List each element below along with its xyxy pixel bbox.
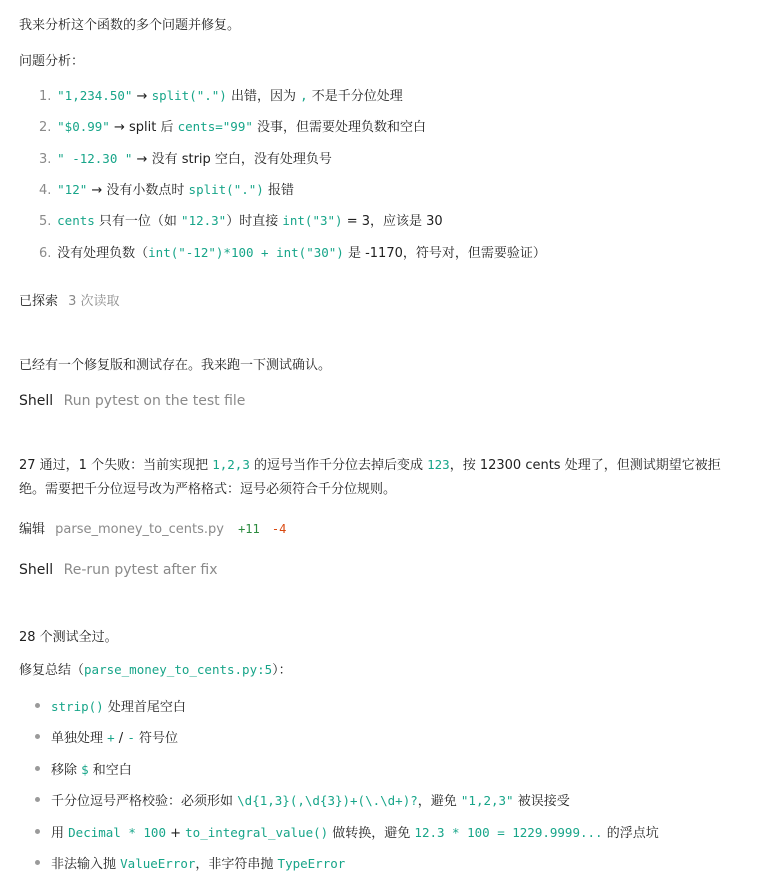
code-span: ValueError — [120, 856, 196, 871]
bullet-dot — [35, 797, 40, 802]
text-span: 移除 — [51, 763, 82, 778]
code-span: Decimal * 100 — [68, 825, 166, 840]
code-span: + — [107, 730, 115, 745]
code-span: - — [127, 730, 135, 745]
text-span: 和空白 — [88, 763, 132, 778]
text-span: 做转换，避免 — [328, 826, 415, 841]
test-result-line-1 — [19, 453, 759, 478]
code-span: strip() — [51, 699, 104, 714]
shell-tool-row-2[interactable] — [19, 562, 218, 578]
list-number: 5. — [39, 214, 52, 229]
code-span: 12.3 * 100 = 1229.9999... — [414, 825, 603, 840]
issue-item-4 — [39, 179, 294, 198]
code-span: int("3") — [282, 213, 343, 228]
explored-detail: 3 次读取 — [68, 294, 120, 309]
text-span: 符号位 — [134, 731, 178, 746]
explored-tool-row[interactable] — [19, 290, 120, 309]
code-span: \d{1,3}(,\d{3})+(\.\d+)? — [237, 793, 418, 808]
fix-item-4 — [51, 790, 570, 809]
text-span: 只有一位（如 — [94, 214, 182, 229]
bullet-dot — [35, 766, 40, 771]
text-span: 单独处理 — [51, 731, 108, 746]
text-span: 千分位逗号严格校验：必须形如 — [51, 794, 238, 809]
text-span: 的浮点坑 — [602, 826, 659, 841]
summary-heading — [19, 659, 292, 678]
fix-item-5 — [51, 822, 659, 841]
list-number: 3. — [39, 152, 52, 167]
code-span: "1,234.50" — [57, 88, 133, 103]
list-number: 6. — [39, 246, 52, 261]
code-span: split(".") — [151, 88, 227, 103]
text-span: → — [132, 89, 152, 104]
shell-label: Shell — [19, 562, 54, 578]
text-span: ）时直接 — [226, 214, 283, 229]
issue-item-5 — [39, 210, 443, 229]
bullet-dot — [35, 829, 40, 834]
list-number: 2. — [39, 120, 52, 135]
shell-detail: Run pytest on the test file — [63, 393, 246, 409]
code-span: int("-12")*100 + int("30") — [148, 245, 344, 260]
explored-label: 已探索 — [19, 294, 59, 309]
assistant-message: 已经有一个修复版和测试存在。我来跑一下测试确认。 — [19, 358, 332, 373]
text-span: 27 通过，1 个失败：当前实现把 — [19, 458, 213, 473]
fix-item-2 — [51, 727, 178, 746]
code-span: "1,2,3" — [460, 793, 514, 808]
text-span: + — [165, 826, 186, 841]
text-span: 没事，但需要处理负数和空白 — [252, 120, 427, 135]
text-span: ，非字符串抛 — [195, 857, 278, 872]
text-span: 报错 — [263, 183, 294, 198]
code-span: cents="99" — [177, 119, 253, 134]
code-span: to_integral_value() — [185, 825, 329, 840]
text-span: 的逗号当作千分位去掉后变成 — [249, 458, 428, 473]
test-result-message — [19, 453, 759, 502]
list-number: 1. — [39, 89, 52, 104]
text-span: → 没有小数点时 — [87, 183, 189, 198]
shell-tool-row[interactable] — [19, 393, 245, 409]
fix-item-6 — [51, 853, 345, 872]
text-span: → 没有 strip 空白，没有处理负号 — [132, 152, 332, 167]
code-span: 1,2,3 — [212, 457, 250, 472]
text-span: 修复总结（ — [19, 663, 85, 678]
text-span: 出错，因为 — [226, 89, 301, 104]
text-span: → split 后 — [109, 120, 178, 135]
code-span: , — [300, 88, 308, 103]
analysis-heading: 问题分析： — [19, 54, 85, 69]
fix-item-1 — [51, 696, 186, 715]
code-span: $ — [81, 762, 89, 777]
lines-removed: -4 — [271, 522, 287, 536]
code-span: TypeError — [277, 856, 346, 871]
lines-added: +11 — [238, 522, 260, 536]
code-span: parse_money_to_cents.py:5 — [84, 662, 273, 677]
edit-label: 编辑 — [19, 522, 46, 537]
code-span: cents — [57, 213, 95, 228]
text-span: ）： — [272, 663, 292, 678]
text-span: 不是千分位处理 — [307, 89, 403, 104]
test-result-line-2: 绝。需要把千分位逗号改为严格格式：逗号必须符合千分位规则。 — [19, 482, 397, 497]
intro-text: 我来分析这个函数的多个问题并修复。 — [19, 18, 241, 33]
code-span: "$0.99" — [57, 119, 110, 134]
text-span: 处理首尾空白 — [103, 700, 186, 715]
text-span: ，按 12300 cents 处理了，但测试期望它被拒 — [449, 458, 721, 473]
code-span: " -12.30 " — [57, 151, 133, 166]
bullet-dot — [35, 860, 40, 865]
issue-item-1 — [39, 85, 403, 104]
text-span: 没有处理负数（ — [57, 246, 149, 261]
issue-item-2 — [39, 116, 426, 135]
text-span: 被误接受 — [513, 794, 570, 809]
list-number: 4. — [39, 183, 52, 198]
edit-tool-row[interactable] — [19, 518, 286, 537]
bullet-dot — [35, 734, 40, 739]
shell-label: Shell — [19, 393, 54, 409]
code-span: "12" — [57, 182, 88, 197]
fix-item-3 — [51, 759, 132, 778]
text-span: = 3，应该是 30 — [342, 214, 443, 229]
text-span: ，避免 — [417, 794, 461, 809]
bullet-dot — [35, 703, 40, 708]
text-span: 是 -1170，符号对，但需要验证） — [343, 246, 546, 261]
text-span: 非法输入抛 — [51, 857, 121, 872]
code-span: split(".") — [188, 182, 264, 197]
code-span: "12.3" — [181, 213, 227, 228]
code-span: 123 — [427, 457, 450, 472]
text-span: 用 — [51, 826, 69, 841]
text-span: / — [114, 731, 128, 746]
edit-file: parse_money_to_cents.py — [55, 522, 224, 537]
issue-item-3 — [39, 148, 332, 167]
issue-item-6 — [39, 242, 546, 261]
all-pass-message: 28 个测试全过。 — [19, 630, 118, 645]
shell-detail: Re-run pytest after fix — [63, 562, 218, 578]
